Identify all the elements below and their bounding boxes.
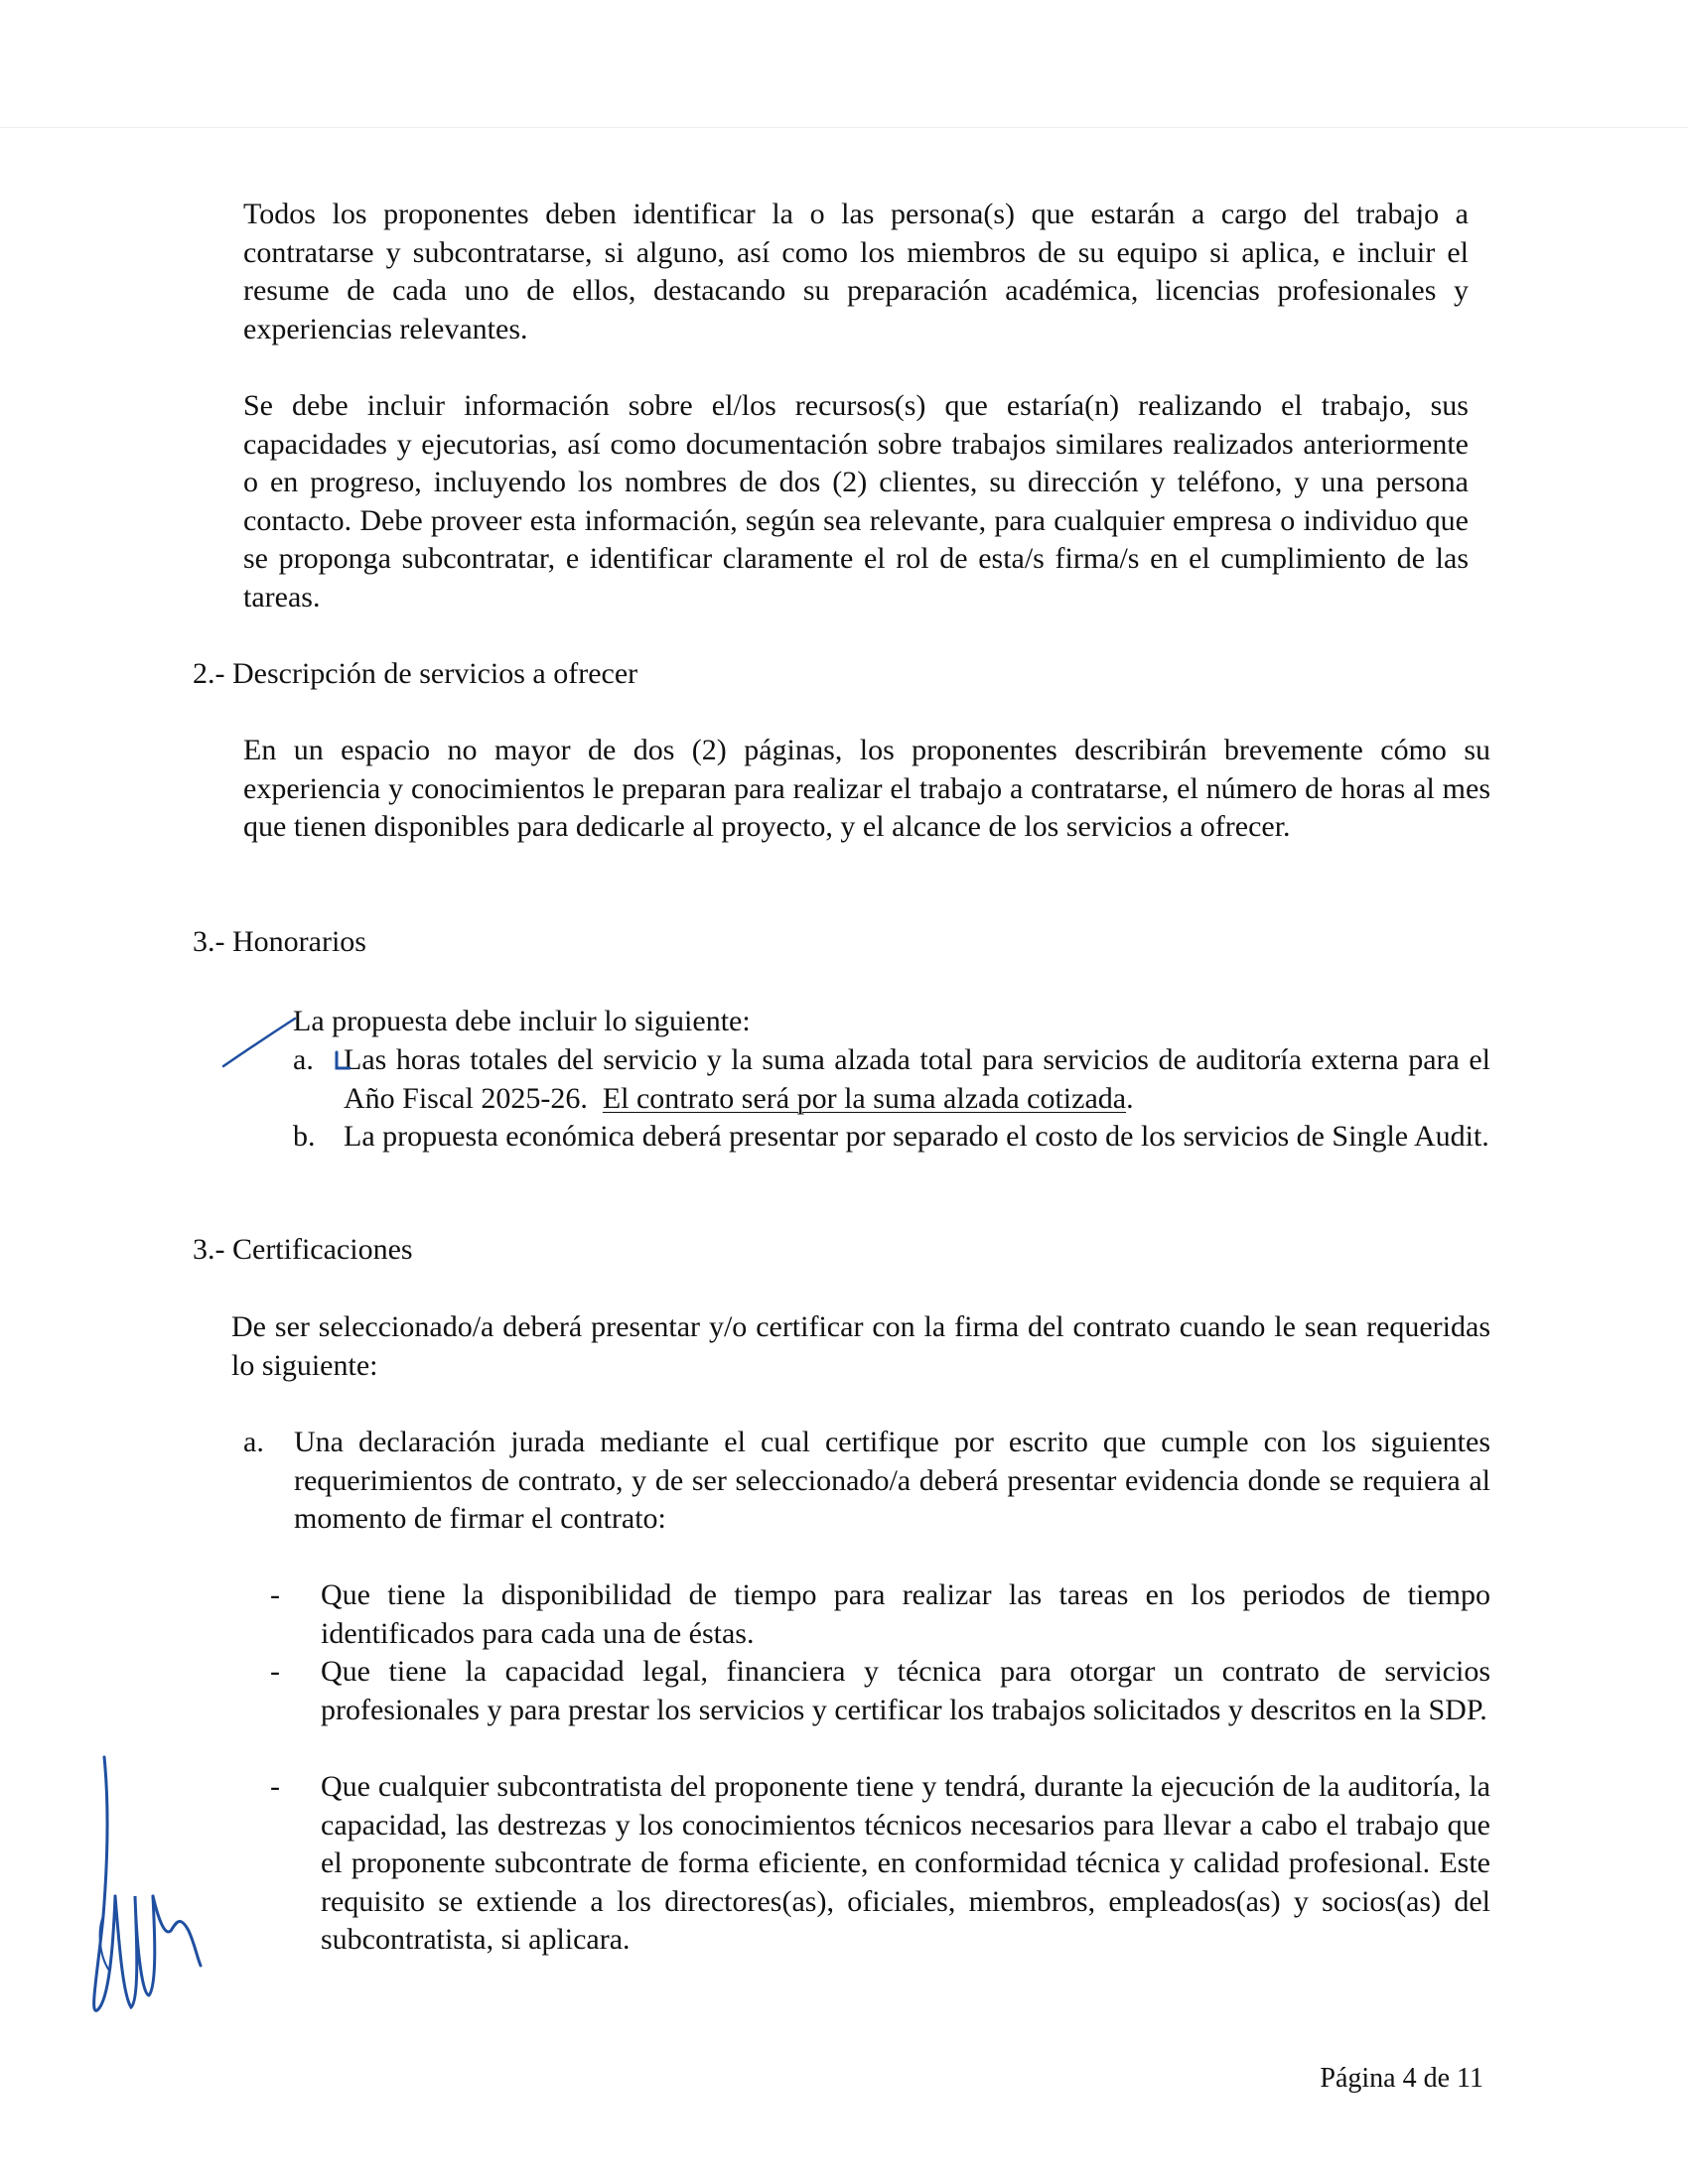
requirement-bullet-text: Que tiene la capacidad legal, financiera y técnica para otorgar un contrato de servicios profesionales y para prestar los servicios y certificar los trabajos solicitados y descritos en la SDP.	[321, 1655, 1490, 1726]
honorarios-item-b-text: La propuesta económica deberá presentar por separado el costo de los servicios de Single Audit.	[344, 1120, 1489, 1153]
requirement-bullet-text: Que tiene la disponibilidad de tiempo para realizar las tareas en los periodos de tiempo identificados para cada una de éstas.	[321, 1578, 1490, 1650]
section-2-heading: 2.- Descripción de servicios a ofrecer	[193, 657, 638, 690]
honorarios-item-a-text: Las horas totales del servicio y la suma alzada total para servicios de auditoría externa para el Año Fiscal 2025-26.	[344, 1043, 1490, 1115]
contract-lump-sum-underlined: El contrato será por la suma alzada cotizada	[602, 1081, 1127, 1115]
handwritten-initials-signature	[79, 1747, 218, 2035]
requirement-bullet-2	[270, 1653, 1490, 1769]
scan-edge-line	[0, 127, 1688, 128]
item-marker: a.	[293, 1043, 314, 1076]
requirement-bullet-1	[270, 1576, 1490, 1654]
honorarios-intro: La propuesta debe incluir lo siguiente:	[293, 1005, 751, 1037]
bullet-dash: -	[270, 1578, 280, 1611]
certificaciones-item-a	[243, 1424, 1490, 1540]
item-marker: b.	[293, 1120, 316, 1153]
certificaciones-intro: De ser seleccionado/a deberá presentar y/o certificar con la firma del contrato cuando le sean requeridas lo siguiente:	[231, 1310, 1490, 1382]
item-marker: a.	[243, 1426, 264, 1458]
honorarios-item-a	[293, 1041, 1490, 1119]
section-3-honorarios-heading: 3.- Honorarios	[193, 925, 366, 958]
requirement-bullet-text: Que cualquier subcontratista del proponente tiene y tendrá, durante la ejecución de la auditoría, la capacidad, las destrezas y los conocimientos técnicos necesarios para llevar a cabo el trabajo que el proponente subcontrate de forma eficiente, en conformidad técnica y calidad profesional. Este requisito se extiende a los directores(as), oficiales, miembros, empleados(as) y socios(as) del subcontratista, si aplicara.	[321, 1770, 1490, 1956]
resources-paragraph: Se debe incluir información sobre el/los recursos(s) que estaría(n) realizando el trabajo, sus capacidades y ejecutorias, así como documentación sobre trabajos similares realizados anteriormente o en progreso, incluyendo los nombres de dos (2) clientes, su dirección y teléfono, y una persona contacto. Debe proveer esta información, según sea relevante, para cualquier empresa o individuo que se proponga subcontratar, e identificar claramente el rol de esta/s firma/s en el cumplimiento de las tareas.	[243, 389, 1469, 614]
section-3-certificaciones-heading: 3.- Certificaciones	[193, 1233, 413, 1266]
honorarios-item-b	[293, 1118, 1490, 1195]
bullet-dash: -	[270, 1655, 280, 1688]
bullet-dash: -	[270, 1770, 280, 1803]
personnel-paragraph: Todos los proponentes deben identificar la o las persona(s) que estarán a cargo del trabajo a contratarse y subcontratarse, si alguno, así como los miembros de su equipo si aplica, e incluir el resume de cada uno de ellos, destacando su preparación académica, licencias profesionales y experiencias relevantes.	[243, 198, 1469, 345]
item-end-punctuation: .	[1126, 1081, 1134, 1115]
section-2-body: En un espacio no mayor de dos (2) páginas, los proponentes describirán brevemente cómo su experiencia y conocimientos le preparan para realizar el trabajo a contratarse, el número de horas al mes que tienen disponibles para dedicarle al proyecto, y el alcance de los servicios a ofrecer.	[243, 734, 1490, 843]
requirement-bullet-3	[270, 1768, 1490, 1962]
certificaciones-item-a-text: Una declaración jurada mediante el cual certifique por escrito que cumple con los siguientes requerimientos de contrato, y de ser seleccionado/a deberá presentar evidencia donde se requiera al momento de firmar el contrato:	[294, 1426, 1490, 1535]
handwritten-check-mark	[213, 1005, 343, 1074]
page-number: Página 4 de 11	[1320, 2063, 1483, 2094]
